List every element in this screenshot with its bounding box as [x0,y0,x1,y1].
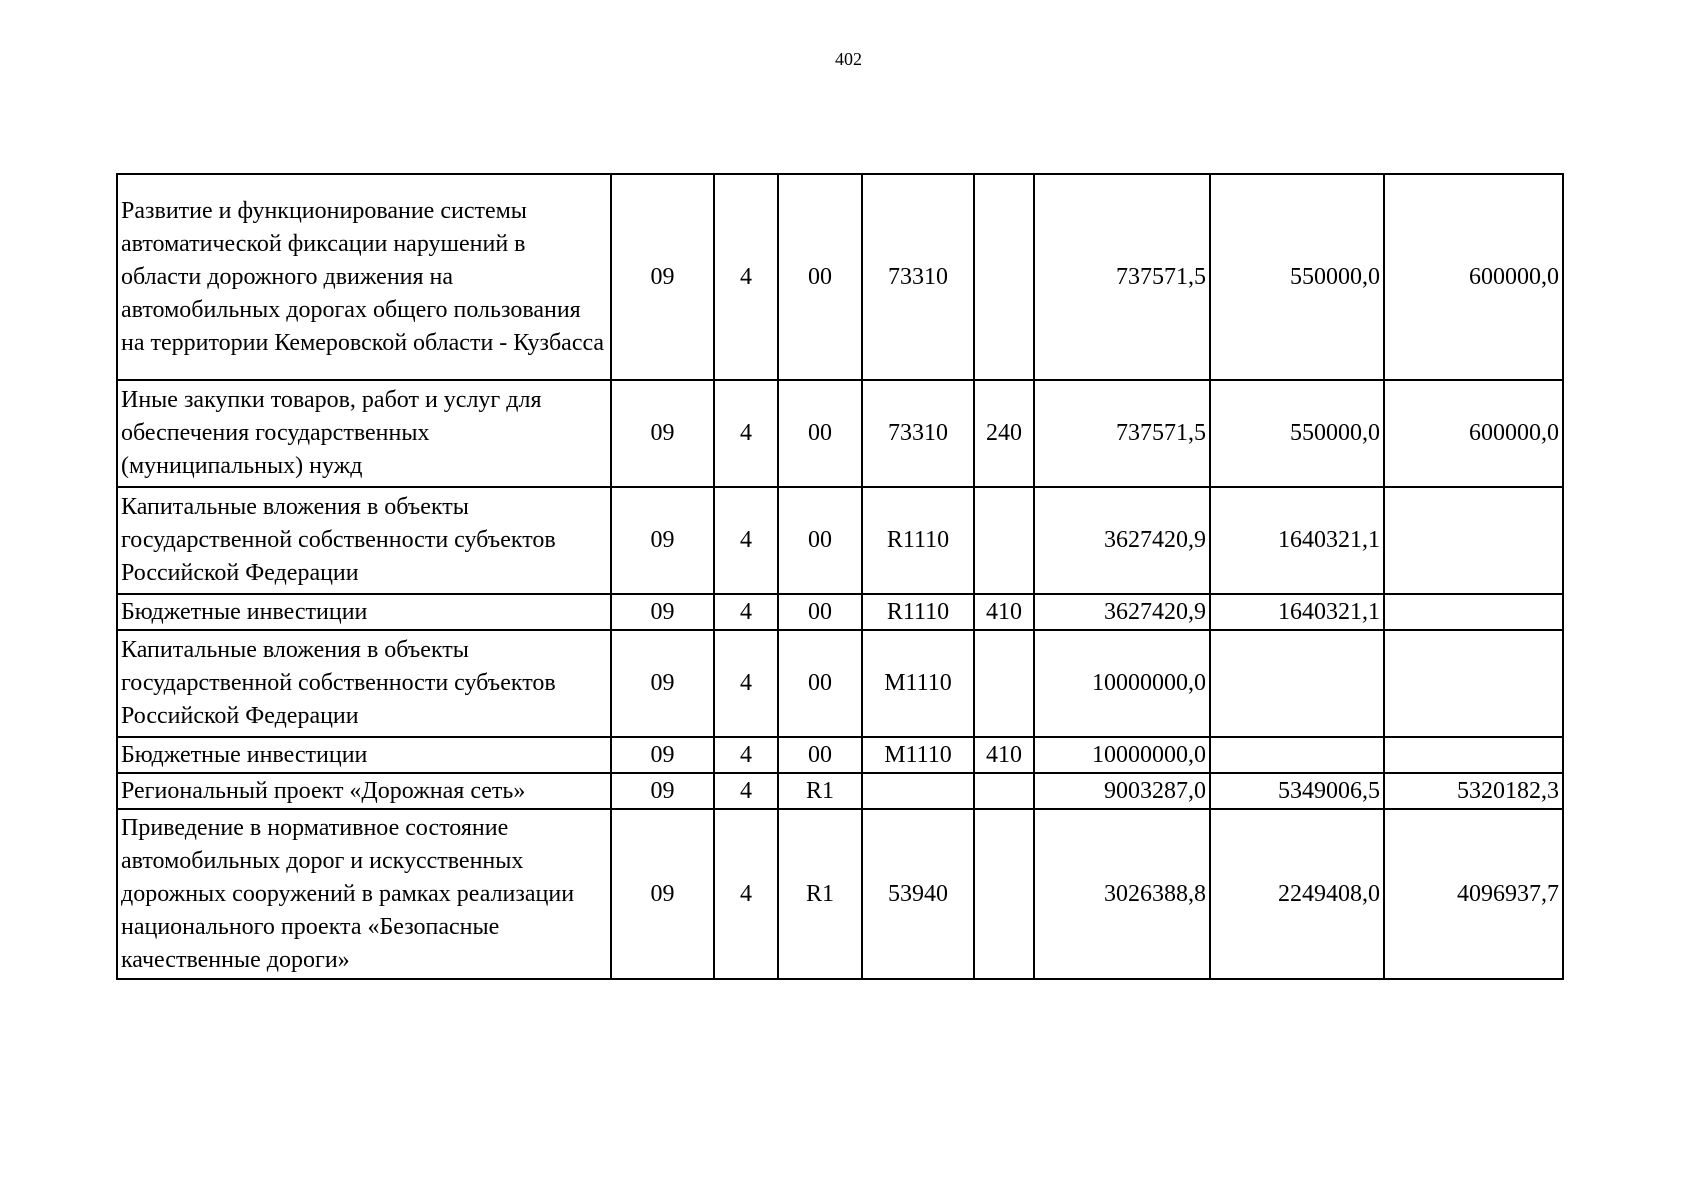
section-code: 09 [611,809,714,979]
expense-type-code: 410 [974,594,1034,630]
table-row [117,809,1563,979]
table-row [117,487,1563,594]
row-description: Капитальные вложения в объекты государственной собственности субъектов Российской Федерации [117,487,611,594]
amount-year-1: 737571,5 [1034,380,1210,487]
amount-year-2 [1210,630,1384,737]
section-code: 09 [611,737,714,773]
amount-year-3: 5320182,3 [1384,773,1563,809]
program-code: 00 [778,174,862,380]
amount-year-3 [1384,630,1563,737]
target-article-code: 53940 [862,809,974,979]
subsection-code: 4 [714,174,778,380]
target-article-code: R1110 [862,594,974,630]
program-code: 00 [778,630,862,737]
table-row [117,737,1563,773]
program-code: 00 [778,737,862,773]
row-description: Региональный проект «Дорожная сеть» [117,773,611,809]
subsection-code: 4 [714,630,778,737]
amount-year-2: 550000,0 [1210,174,1384,380]
program-code: 00 [778,594,862,630]
section-code: 09 [611,594,714,630]
budget-table [116,173,1564,980]
row-description: Иные закупки товаров, работ и услуг для обеспечения государственных (муниципальных) нужд [117,380,611,487]
amount-year-1: 10000000,0 [1034,630,1210,737]
amount-year-2 [1210,737,1384,773]
amount-year-2: 550000,0 [1210,380,1384,487]
section-code: 09 [611,380,714,487]
amount-year-2: 1640321,1 [1210,487,1384,594]
subsection-code: 4 [714,773,778,809]
subsection-code: 4 [714,487,778,594]
amount-year-1: 9003287,0 [1034,773,1210,809]
expense-type-code [974,174,1034,380]
table-row [117,380,1563,487]
amount-year-3 [1384,594,1563,630]
subsection-code: 4 [714,380,778,487]
target-article-code: 73310 [862,380,974,487]
subsection-code: 4 [714,594,778,630]
expense-type-code [974,773,1034,809]
table-row [117,174,1563,380]
amount-year-3 [1384,487,1563,594]
program-code: R1 [778,809,862,979]
table-row [117,773,1563,809]
amount-year-3 [1384,737,1563,773]
target-article-code: М1110 [862,630,974,737]
amount-year-1: 3627420,9 [1034,487,1210,594]
row-description: Бюджетные инвестиции [117,594,611,630]
row-description: Приведение в нормативное состояние автомобильных дорог и искусственных дорожных сооружений в рамках реализации национального проекта «Безопасные качественные дороги» [117,809,611,979]
amount-year-1: 737571,5 [1034,174,1210,380]
program-code: R1 [778,773,862,809]
amount-year-3: 600000,0 [1384,380,1563,487]
amount-year-1: 3026388,8 [1034,809,1210,979]
expense-type-code [974,809,1034,979]
program-code: 00 [778,380,862,487]
subsection-code: 4 [714,809,778,979]
section-code: 09 [611,174,714,380]
expense-type-code [974,630,1034,737]
amount-year-2: 5349006,5 [1210,773,1384,809]
section-code: 09 [611,630,714,737]
section-code: 09 [611,773,714,809]
target-article-code: 73310 [862,174,974,380]
target-article-code: М1110 [862,737,974,773]
table-row [117,630,1563,737]
row-description: Бюджетные инвестиции [117,737,611,773]
expense-type-code: 410 [974,737,1034,773]
expense-type-code [974,487,1034,594]
amount-year-3: 4096937,7 [1384,809,1563,979]
row-description: Развитие и функционирование системы автоматической фиксации нарушений в области дорожного движения на автомобильных дорогах общего пользования на территории Кемеровской области - Кузбасса [117,174,611,380]
amount-year-3: 600000,0 [1384,174,1563,380]
amount-year-1: 3627420,9 [1034,594,1210,630]
target-article-code [862,773,974,809]
target-article-code: R1110 [862,487,974,594]
program-code: 00 [778,487,862,594]
expense-type-code: 240 [974,380,1034,487]
amount-year-1: 10000000,0 [1034,737,1210,773]
row-description: Капитальные вложения в объекты государственной собственности субъектов Российской Федерации [117,630,611,737]
amount-year-2: 1640321,1 [1210,594,1384,630]
subsection-code: 4 [714,737,778,773]
section-code: 09 [611,487,714,594]
page-number: 402 [835,49,862,69]
amount-year-2: 2249408,0 [1210,809,1384,979]
table-row [117,594,1563,630]
